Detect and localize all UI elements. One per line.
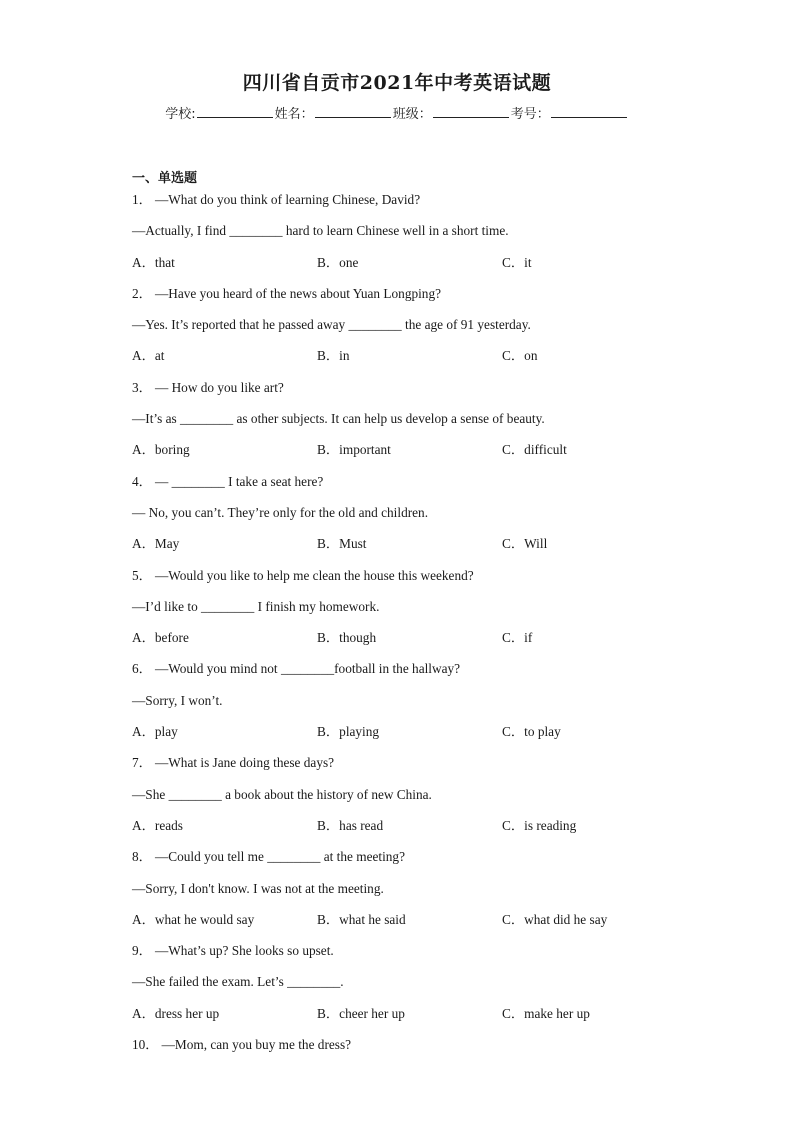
exam-number-label: 考号： [510, 107, 550, 122]
question-number: 10． [132, 1037, 159, 1053]
question-response [132, 409, 692, 440]
answer-options [132, 253, 692, 284]
question-list [132, 190, 692, 1066]
answer-option: C．is reading [502, 817, 577, 833]
question-response [132, 597, 692, 628]
question-text: —Have you heard of the news about Yuan Longping? [154, 285, 442, 301]
question-stem [132, 659, 692, 690]
question-text: —Sorry, I don't know. I was not at the meeting. [132, 880, 384, 896]
question-response [132, 315, 692, 346]
answer-option: B．one [317, 254, 359, 270]
school-blank [197, 105, 273, 118]
question-stem [132, 941, 692, 972]
school-label: 学校: [165, 107, 196, 122]
question-text: —What’s up? She looks so upset. [154, 943, 334, 959]
question-number: 7． [132, 755, 152, 771]
question-text: —Sorry, I won’t. [132, 692, 223, 708]
answer-option: B．cheer her up [317, 1005, 405, 1021]
name-label: 姓名： [274, 107, 314, 122]
question-number: 1． [132, 192, 152, 207]
student-info-line [0, 103, 794, 122]
page-title: 四川省自贡市2021年中考英语试题 [242, 72, 552, 94]
question-text: —She failed the exam. Let’s ________. [132, 974, 344, 990]
answer-option: C．to play [502, 724, 561, 740]
answer-option: C．difficult [502, 442, 567, 458]
question-text: —What do you think of learning Chinese, David? [154, 192, 421, 207]
answer-option: A．that [132, 254, 175, 270]
question-stem [132, 566, 692, 597]
answer-option: A．May [132, 536, 180, 552]
question-text: —Would you like to help me clean the house this weekend? [154, 567, 474, 583]
question-text: —She ________ a book about the history of new China. [132, 786, 432, 802]
exam-number-blank [551, 105, 627, 118]
class-blank [433, 105, 509, 118]
answer-options [132, 816, 692, 847]
answer-option: A．before [132, 630, 189, 646]
question-text: —Mom, can you buy me the dress? [161, 1037, 352, 1053]
question-stem [132, 378, 692, 409]
answer-options [132, 440, 692, 471]
answer-option: C．it [502, 254, 532, 270]
question-number: 9． [132, 943, 152, 959]
question-text: —Yes. It’s reported that he passed away ________ the age of 91 yesterday. [132, 317, 531, 333]
question-stem [132, 1035, 692, 1066]
answer-option: B．has read [317, 817, 384, 833]
question-stem [132, 472, 692, 503]
question-text: —It’s as ________ as other subjects. It can help us develop a sense of beauty. [132, 411, 545, 427]
question-stem [132, 190, 692, 221]
answer-option: C．if [502, 630, 533, 646]
answer-option: A．reads [132, 817, 183, 833]
answer-option: B．in [317, 348, 350, 364]
question-response [132, 972, 692, 1003]
question-number: 3． [132, 379, 152, 395]
section-title: 一、单选题 [132, 171, 198, 186]
class-label: 班级： [392, 107, 432, 122]
question-stem [132, 753, 692, 784]
question-text: —What is Jane doing these days? [154, 755, 335, 771]
answer-option: A．what he would say [132, 911, 255, 927]
question-response [132, 785, 692, 816]
answer-options [132, 346, 692, 377]
answer-option: B．though [317, 630, 377, 646]
question-text: —I’d like to ________ I finish my homework. [132, 598, 380, 614]
answer-option: B．what he said [317, 911, 406, 927]
answer-option: C．make her up [502, 1005, 590, 1021]
question-text: — No, you can’t. They’re only for the old and children. [132, 504, 429, 520]
answer-option: C．Will [502, 536, 548, 552]
question-number: 6． [132, 661, 152, 677]
answer-option: B．important [317, 442, 391, 458]
question-number: 8． [132, 849, 152, 865]
question-text: — ________ I take a seat here? [154, 473, 324, 489]
answer-options [132, 1004, 692, 1035]
question-response [132, 221, 692, 252]
question-number: 4． [132, 473, 152, 489]
answer-options [132, 534, 692, 565]
answer-options [132, 910, 692, 941]
answer-option: B．Must [317, 536, 367, 552]
question-text: —Could you tell me ________ at the meeting? [154, 849, 405, 865]
answer-option: C．what did he say [502, 911, 608, 927]
question-response [132, 879, 692, 910]
question-stem [132, 284, 692, 315]
answer-options [132, 628, 692, 659]
answer-option: A．boring [132, 442, 190, 458]
question-text: —Would you mind not ________football in the hallway? [154, 661, 461, 677]
question-number: 5． [132, 567, 152, 583]
answer-option: A．at [132, 348, 165, 364]
question-text: —Actually, I find ________ hard to learn Chinese well in a short time. [132, 223, 509, 239]
name-blank [315, 105, 391, 118]
question-stem [132, 847, 692, 878]
question-response [132, 691, 692, 722]
answer-option: A．play [132, 724, 178, 740]
answer-options [132, 722, 692, 753]
question-response [132, 503, 692, 534]
question-number: 2． [132, 285, 152, 301]
answer-option: A．dress her up [132, 1005, 220, 1021]
answer-option: B．playing [317, 724, 380, 740]
answer-option: C．on [502, 348, 538, 364]
question-text: — How do you like art? [154, 379, 284, 395]
